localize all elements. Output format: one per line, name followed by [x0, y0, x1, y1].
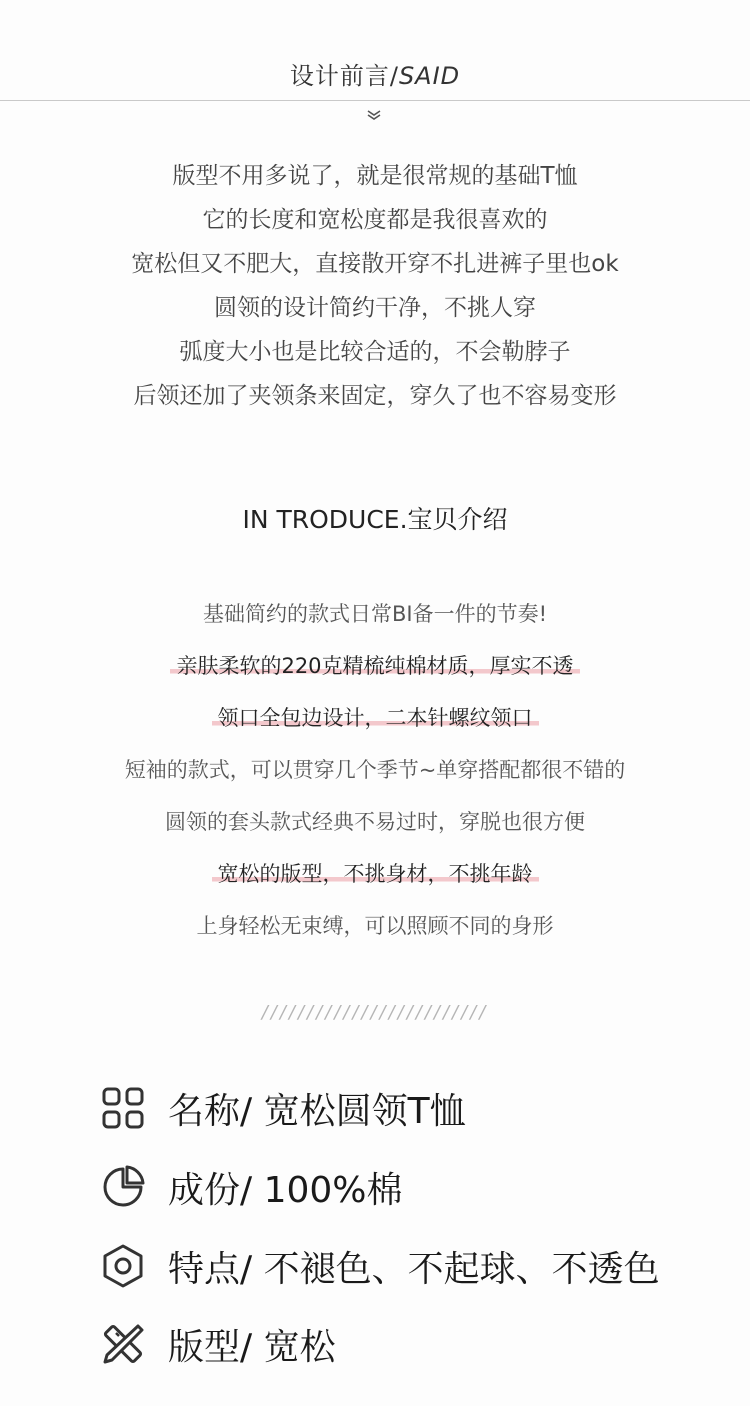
intro-line-text: 短袖的款式，可以贯穿几个季节~单穿搭配都很不错的	[124, 758, 626, 782]
spec-row-name	[100, 1078, 466, 1138]
intro-line	[0, 796, 750, 848]
said-line: 后领还加了夹领条来固定，穿久了也不容易变形	[133, 383, 617, 409]
intro-line-highlighted	[0, 640, 750, 692]
intro-text	[0, 588, 750, 952]
intro-line	[0, 900, 750, 952]
header-title-cn: 设计前言/	[289, 62, 399, 90]
header-title	[0, 56, 750, 91]
pie-chart-icon	[100, 1164, 146, 1210]
spec-text: 成份/ 100%棉	[168, 1169, 403, 1211]
intro-line-text: 基础简约的款式日常BI备一件的节奏!	[202, 602, 548, 626]
header	[0, 0, 750, 101]
intro-line-highlighted	[0, 848, 750, 900]
ruler-pencil-icon	[100, 1321, 146, 1367]
spec-text: 特点/ 不褪色、不起球、不透色	[168, 1248, 660, 1290]
intro-line-text: 圆领的套头款式经典不易过时，穿脱也很方便	[165, 810, 585, 834]
spec-row-composition	[100, 1157, 403, 1217]
said-line: 弧度大小也是比较合适的，不会勒脖子	[179, 339, 571, 365]
grid-icon	[100, 1085, 146, 1131]
chevron-down-icon	[366, 109, 382, 121]
hexagon-icon	[100, 1243, 146, 1289]
spec-row-fit	[100, 1314, 336, 1374]
intro-line	[0, 744, 750, 796]
said-line: 它的长度和宽松度都是我很喜欢的	[202, 207, 548, 233]
intro-line-text: 亲肤柔软的220克精梳纯棉材质，厚实不透	[170, 654, 579, 678]
spec-text: 版型/ 宽松	[168, 1326, 336, 1368]
header-title-en: SAID	[398, 62, 461, 90]
spec-text: 名称/ 宽松圆领T恤	[168, 1090, 466, 1132]
intro-line-text: 领口全包边设计，二本针螺纹领口	[212, 706, 539, 730]
intro-line-text: 宽松的版型，不挑身材，不挑年龄	[212, 862, 539, 886]
intro-title: IN TRODUCE.宝贝介绍	[242, 505, 508, 534]
slash-divider: /////////////////////////	[261, 1002, 489, 1023]
spec-row-features	[100, 1236, 660, 1296]
said-line: 宽松但又不肥大，直接散开穿不扎进裤子里也ok	[131, 251, 619, 277]
intro-line-text: 上身轻松无束缚，可以照顾不同的身形	[196, 914, 554, 938]
intro-line-highlighted	[0, 692, 750, 744]
intro-line	[0, 588, 750, 640]
said-line: 圆领的设计简约干净，不挑人穿	[214, 295, 536, 321]
said-line: 版型不用多说了，就是很常规的基础T恤	[172, 163, 578, 189]
design-preface-text	[0, 154, 750, 418]
